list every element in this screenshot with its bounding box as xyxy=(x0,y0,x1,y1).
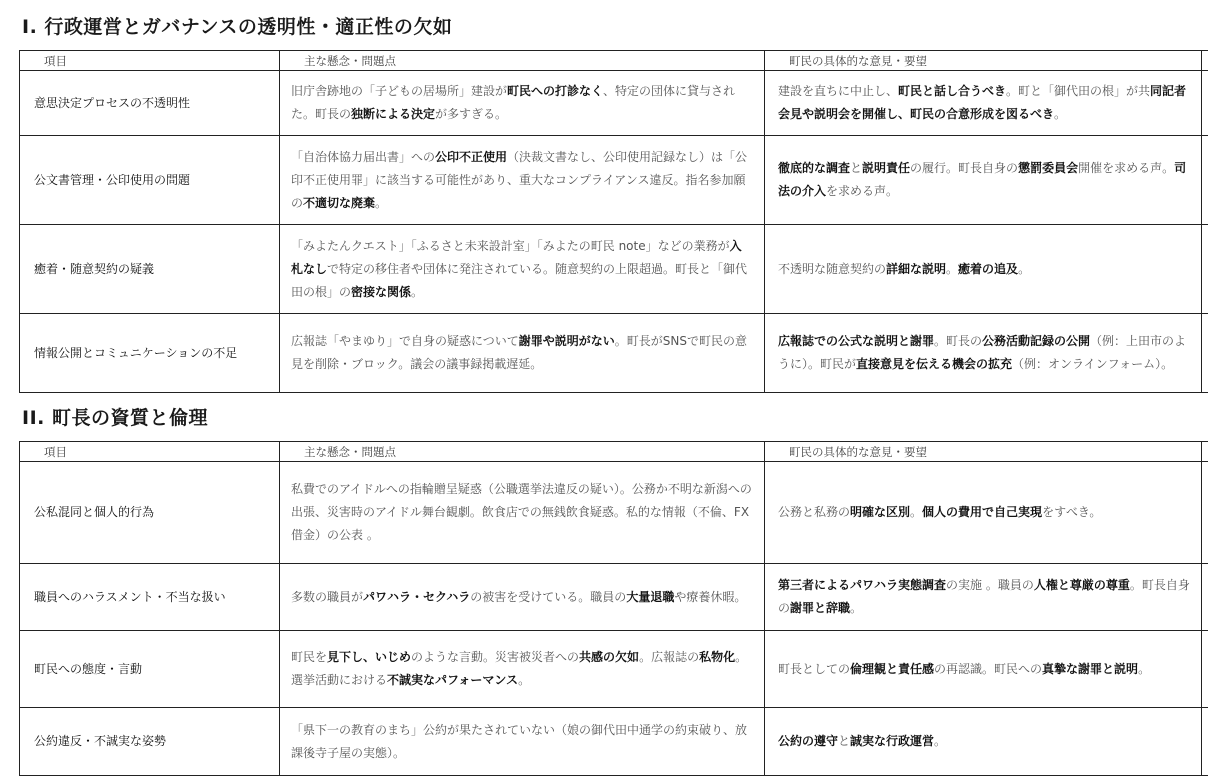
emphasis-text: 癒着の追及 xyxy=(958,261,1019,276)
emphasis-text: 真摯な謝罪と説明 xyxy=(1042,661,1139,676)
body-text: と xyxy=(838,734,851,748)
row-issue xyxy=(280,314,765,393)
body-text: 。 xyxy=(946,261,959,276)
table-governance xyxy=(19,50,1208,393)
body-text: 。 xyxy=(411,284,424,299)
table-row xyxy=(20,462,1208,564)
emphasis-text: 個人の費用で自己実現 xyxy=(922,505,1043,519)
table-row xyxy=(20,225,1208,314)
body-text: の実施 。職員の xyxy=(946,578,1034,592)
body-text: 。 xyxy=(375,195,388,210)
emphasis-text: 謝罪や説明がない xyxy=(518,334,615,348)
emphasis-text: 不誠実なパフォーマンス xyxy=(387,673,519,687)
row-item: 癒着・随意契約の疑義 xyxy=(20,225,280,314)
table-row xyxy=(20,564,1208,631)
body-text: 建設を直ちに中止し、 xyxy=(778,84,899,98)
body-text: 私費でのアイドルへの指輪贈呈疑惑（公職選挙法違反の疑い）。公務か不明な新潟への出張、災害時のアイドル舞台観劇。飲食店での無銭飲食疑惑。私的な情報（不倫、FX借金）の公表 。 xyxy=(291,482,752,542)
table-row xyxy=(20,136,1208,225)
header-issue: 主な懸念・問題点 xyxy=(280,51,765,71)
table-row xyxy=(20,708,1208,776)
row-request xyxy=(765,708,1202,776)
body-text: 広報誌「やまゆり」で自身の疑惑について xyxy=(291,334,519,348)
table-edge-cell xyxy=(1202,51,1208,71)
row-request xyxy=(765,225,1202,314)
header-item: 項目 xyxy=(20,51,280,71)
emphasis-text: 懲罰委員会 xyxy=(1018,161,1079,175)
body-text: 町民を xyxy=(291,650,328,664)
body-text: 。 xyxy=(1138,661,1151,676)
row-issue xyxy=(280,564,765,631)
row-item: 意思決定プロセスの不透明性 xyxy=(20,71,280,136)
table-header-row xyxy=(20,442,1208,462)
body-text: の被害を受けている。職員の xyxy=(470,589,627,604)
emphasis-text: 謝罪と辞職 xyxy=(790,601,851,615)
emphasis-text: 詳細な説明 xyxy=(886,261,947,276)
body-text: 。 xyxy=(934,734,947,748)
row-issue xyxy=(280,462,765,564)
row-item: 公約違反・不誠実な姿勢 xyxy=(20,708,280,776)
body-text: （例：上田市のように）。町民が xyxy=(778,334,1187,371)
body-text: で特定の移住者や団体に発注されている。随意契約の上限超過。町長と「御代田の根」の xyxy=(291,261,748,299)
emphasis-text: パワハラ・セクハラ xyxy=(363,589,471,604)
body-text: 。広報誌の xyxy=(639,650,700,664)
emphasis-text: 独断による決定 xyxy=(351,107,436,121)
body-text: 。町と「御代田の根」が共 xyxy=(1006,84,1151,98)
row-issue xyxy=(280,71,765,136)
table-edge-cell xyxy=(1202,442,1208,462)
emphasis-text: 直接意見を伝える機会の拡充 xyxy=(856,357,1013,371)
emphasis-text: 明確な区別 xyxy=(850,505,911,519)
emphasis-text: 司法の介入 xyxy=(778,161,1187,198)
emphasis-text: 見下し、いじめ xyxy=(327,650,412,664)
body-text: 旧庁舎跡地の「子どもの居場所」建設が xyxy=(291,84,508,98)
emphasis-text: 倫理観と責任感 xyxy=(850,661,935,676)
body-text: の再認識。町民への xyxy=(934,661,1043,676)
table-edge-cell xyxy=(1202,314,1208,393)
table-header-row xyxy=(20,51,1208,71)
emphasis-text: 公約の遵守 xyxy=(778,734,839,748)
body-text: を求める声。 xyxy=(826,184,899,198)
emphasis-text: 大量退職 xyxy=(626,589,675,604)
body-text: 公務と私務の xyxy=(778,505,851,519)
body-text: 。選挙活動における xyxy=(291,650,748,687)
row-issue xyxy=(280,631,765,708)
body-text: 不透明な随意契約の xyxy=(778,261,887,276)
row-item: 公私混同と個人的行為 xyxy=(20,462,280,564)
body-text: と xyxy=(850,161,863,175)
row-item: 公文書管理・公印使用の問題 xyxy=(20,136,280,225)
body-text: 。町長がSNSで町民の意見を削除・ブロック。議会の議事録掲載遅延。 xyxy=(291,334,747,371)
header-request: 町民の具体的な意見・要望 xyxy=(765,51,1202,71)
section-title-1: I. 行政運営とガバナンスの透明性・適正性の欠如 xyxy=(22,16,453,38)
body-text: 。町長の xyxy=(934,334,983,348)
header-item: 項目 xyxy=(20,442,280,462)
row-item: 町民への態度・言動 xyxy=(20,631,280,708)
emphasis-text: 人権と尊厳の尊重 xyxy=(1033,578,1130,592)
body-text: 。 xyxy=(518,673,531,687)
body-text: 。 xyxy=(910,505,923,519)
section-title-2: II. 町長の資質と倫理 xyxy=(22,407,208,429)
table-row xyxy=(20,71,1208,136)
emphasis-text: 公務活動記録の公開 xyxy=(982,334,1091,348)
emphasis-text: 入札なし xyxy=(291,238,742,276)
table-edge-cell xyxy=(1202,462,1208,564)
body-text: 、特定の団体に貸与された。町長の xyxy=(291,84,736,121)
row-request xyxy=(765,564,1202,631)
body-text: 「自治体協力届出書」への xyxy=(291,149,436,164)
row-item: 職員へのハラスメント・不当な扱い xyxy=(20,564,280,631)
body-text: が多すぎる。 xyxy=(435,107,508,121)
table-edge-cell xyxy=(1202,71,1208,136)
row-request xyxy=(765,462,1202,564)
header-issue: 主な懸念・問題点 xyxy=(280,442,765,462)
body-text: 「県下一の教育のまち」公約が果たされていない（娘の御代田中通学の約束破り、放課後寺子屋の実態）。 xyxy=(291,722,748,760)
row-issue xyxy=(280,708,765,776)
table-ethics xyxy=(19,441,1208,776)
table-edge-cell xyxy=(1202,136,1208,225)
row-request xyxy=(765,136,1202,225)
emphasis-text: 共感の欠如 xyxy=(579,650,640,664)
row-request xyxy=(765,71,1202,136)
table-edge-cell xyxy=(1202,225,1208,314)
row-item: 情報公開とコミュニケーションの不足 xyxy=(20,314,280,393)
row-request xyxy=(765,631,1202,708)
body-text: をすべき。 xyxy=(1042,505,1102,519)
row-issue xyxy=(280,136,765,225)
body-text: 多数の職員が xyxy=(291,589,364,604)
body-text: 。 xyxy=(1054,107,1067,121)
emphasis-text: 誠実な行政運営 xyxy=(850,734,935,748)
table-row xyxy=(20,631,1208,708)
table-edge-cell xyxy=(1202,564,1208,631)
body-text: 。 xyxy=(1018,261,1031,276)
body-text: 。 xyxy=(850,601,863,615)
body-text: （例：オンラインフォーム）。 xyxy=(1012,357,1174,371)
header-request: 町民の具体的な意見・要望 xyxy=(765,442,1202,462)
emphasis-text: 徹底的な調査 xyxy=(778,161,851,175)
emphasis-text: 町民と話し合うべき xyxy=(898,84,1007,98)
row-request xyxy=(765,314,1202,393)
body-text: （決裁文書なし、公印使用記録なし）は「公印不正使用罪」に該当する可能性があり、重大なコンプライアンス違反。指名参加願の xyxy=(291,149,748,210)
emphasis-text: 町民への打診なく xyxy=(507,84,604,98)
body-text: のような言動。災害被災者への xyxy=(411,650,580,664)
body-text: 「みよたんクエスト」「ふるさと未来設計室」「みよたの町民 note」などの業務が xyxy=(291,238,730,253)
body-text: 町長としての xyxy=(778,661,851,676)
emphasis-text: 不適切な廃棄 xyxy=(303,195,376,210)
emphasis-text: 説明責任 xyxy=(862,161,911,175)
table-edge-cell xyxy=(1202,708,1208,776)
emphasis-text: 密接な関係 xyxy=(351,284,412,299)
body-text: 。町長自身の xyxy=(778,578,1190,615)
body-text: の履行。町長自身の xyxy=(910,161,1019,175)
row-issue xyxy=(280,225,765,314)
body-text: や療養休暇。 xyxy=(674,589,747,604)
table-row xyxy=(20,314,1208,393)
table-edge-cell xyxy=(1202,631,1208,708)
emphasis-text: 第三者によるパワハラ実態調査 xyxy=(778,578,947,592)
emphasis-text: 広報誌での公式な説明と謝罪 xyxy=(778,334,935,348)
emphasis-text: 私物化 xyxy=(699,650,736,664)
emphasis-text: 公印不正使用 xyxy=(435,149,508,164)
body-text: 開催を求める声。 xyxy=(1078,161,1175,175)
emphasis-text: 同記者会見や説明会を開催し、町民の合意形成を図るべき xyxy=(778,84,1187,121)
